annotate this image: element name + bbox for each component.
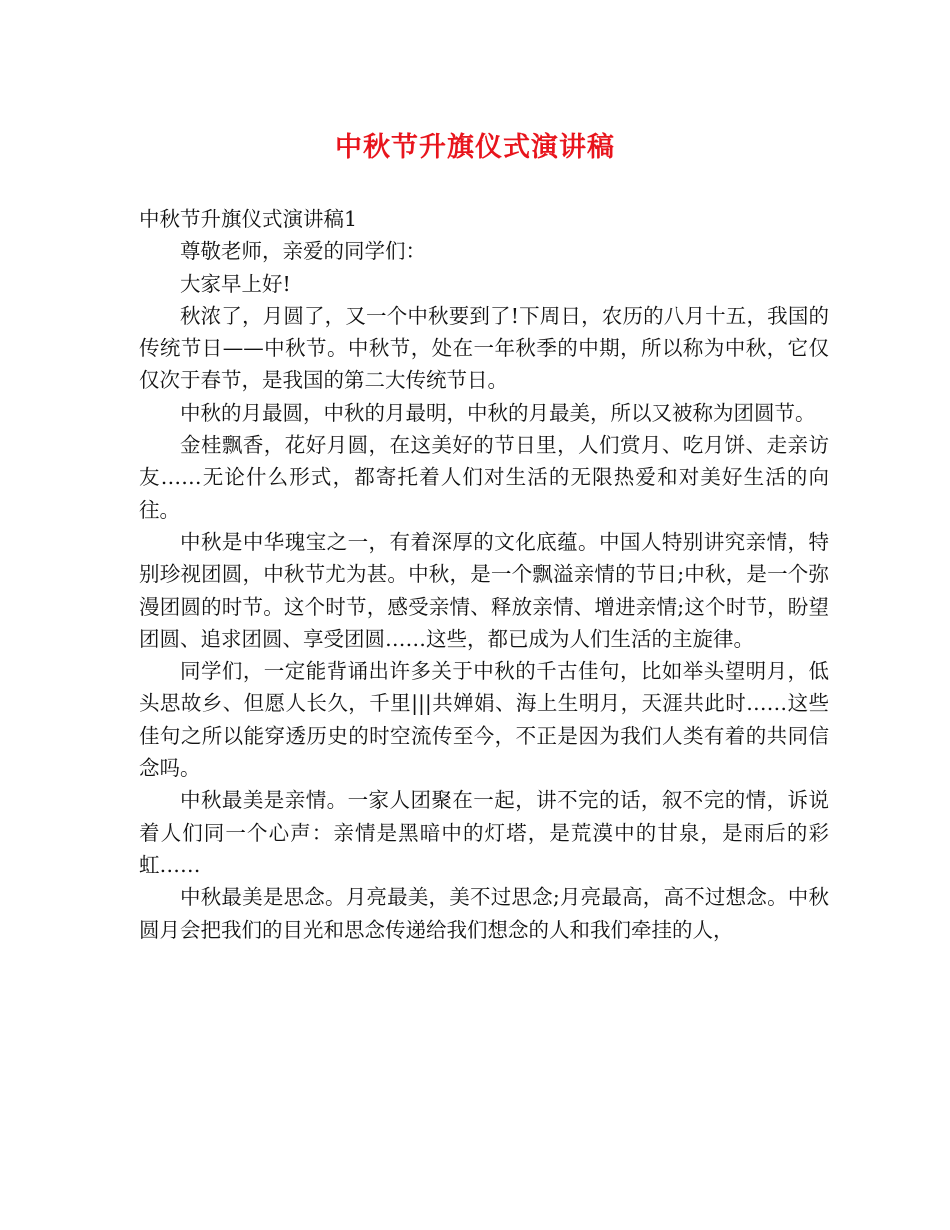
paragraph: 中秋最美是亲情。一家人团聚在一起，讲不完的话，叙不完的情，诉说着人们同一个心声：亲情是黑暗中的灯塔，是荒漠中的甘泉，是雨后的彩虹…… bbox=[139, 788, 829, 877]
document-body bbox=[139, 203, 829, 946]
paragraph-greeting: 大家早上好! bbox=[180, 271, 291, 296]
paragraph: 中秋是中华瑰宝之一，有着深厚的文化底蕴。中国人特别讲究亲情，特别珍视团圆，中秋节尤为甚。中秋，是一个飘溢亲情的节日;中秋，是一个弥漫团圆的时节。这个时节，感受亲情、释放亲情、增进亲情;这个时节，盼望团圆、追求团圆、享受团圆……这些，都已成为人们生活的主旋律。 bbox=[139, 529, 829, 651]
paragraph: 金桂飘香，花好月圆，在这美好的节日里，人们赏月、吃月饼、走亲访友……无论什么形式，都寄托着人们对生活的无限热爱和对美好生活的向往。 bbox=[139, 433, 829, 522]
paragraph: 中秋最美是思念。月亮最美，美不过思念;月亮最高，高不过想念。中秋圆月会把我们的目光和思念传递给我们想念的人和我们牵挂的人， bbox=[139, 885, 829, 942]
paragraph: 秋浓了，月圆了，又一个中秋要到了!下周日，农历的八月十五，我国的传统节日——中秋节。中秋节，处在一年秋季的中期，所以称为中秋，它仅仅次于春节，是我国的第二大传统节日。 bbox=[139, 303, 829, 393]
document-title: 中秋节升旗仪式演讲稿 bbox=[335, 132, 615, 163]
paragraph: 中秋的月最圆，中秋的月最明，中秋的月最美，所以又被称为团圆节。 bbox=[180, 400, 816, 425]
paragraph-salutation: 尊敬老师，亲爱的同学们： bbox=[180, 239, 426, 264]
paragraph: 同学们，一定能背诵出许多关于中秋的千古佳句，比如举头望明月，低头思故乡、但愿人长久，千里|||共婵娟、海上生明月，天涯共此时……这些佳句之所以能穿透历史的时空流传至今，不正是因为我们人类有着的共同信念吗。 bbox=[139, 659, 829, 781]
section-heading: 中秋节升旗仪式演讲稿1 bbox=[139, 207, 358, 231]
